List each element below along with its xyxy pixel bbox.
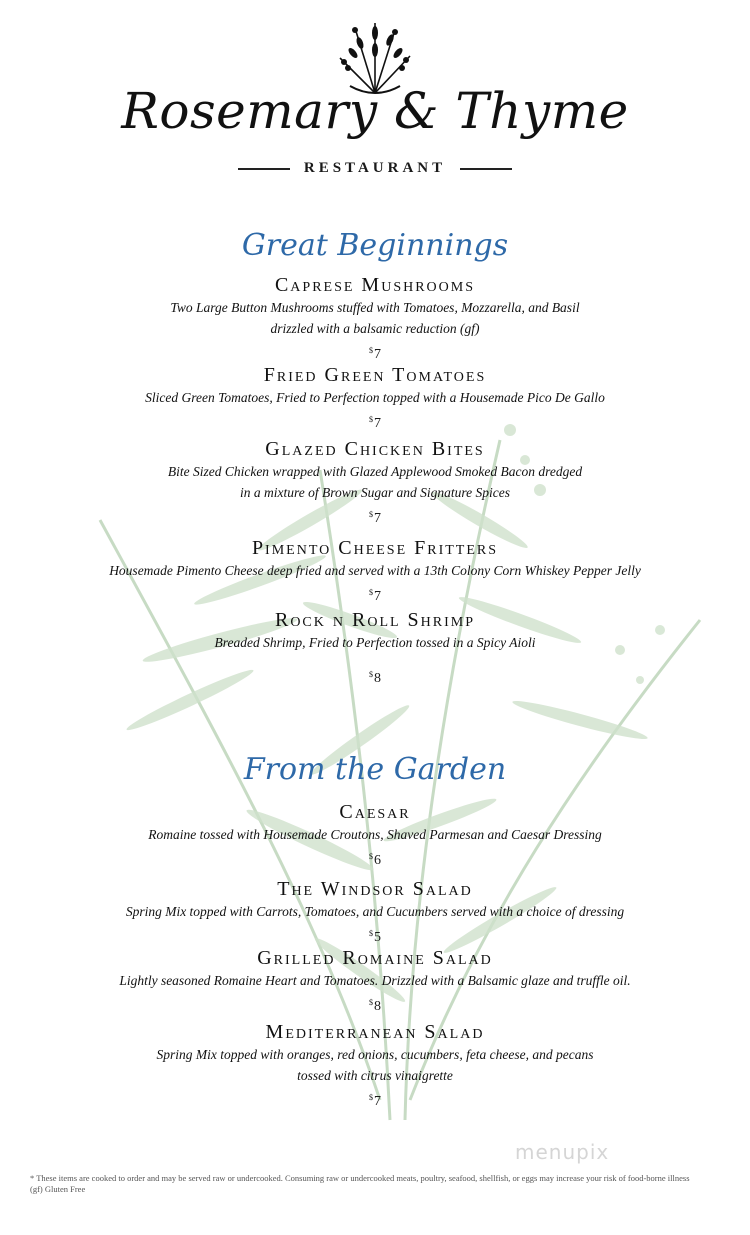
menupix-watermark: menupix xyxy=(515,1140,610,1164)
item-description: Spring Mix topped with Carrots, Tomatoes, and Cucumbers served with a choice of dressing xyxy=(125,904,625,919)
subtitle-row xyxy=(0,160,750,177)
menu-item xyxy=(30,363,720,434)
item-description: Spring Mix topped with oranges, red onions, cucumbers, feta cheese, and pecans xyxy=(156,1047,594,1062)
item-price: $7 xyxy=(369,346,381,362)
item-price: $7 xyxy=(369,415,381,431)
footnote-gluten-free: (gf) Gluten Free xyxy=(30,1184,86,1194)
menu-item xyxy=(30,1020,720,1112)
item-name: Glazed Chicken Bites xyxy=(265,438,485,460)
item-name: Fried Green Tomatoes xyxy=(263,364,487,386)
item-description: Housemade Pimento Cheese deep fried and served with a 13th Colony Corn Whiskey Pepper Jelly xyxy=(109,563,641,578)
item-name: The Windsor Salad xyxy=(277,878,473,900)
menu-item xyxy=(30,273,720,365)
menu-item xyxy=(30,877,720,948)
item-name: Pimento Cheese Fritters xyxy=(251,537,499,559)
item-name: Caesar xyxy=(339,801,411,823)
divider-right xyxy=(460,168,512,170)
menu-item xyxy=(30,608,720,689)
item-description: Sliced Green Tomatoes, Fried to Perfection topped with a Housemade Pico De Gallo xyxy=(145,390,605,405)
item-price: $8 xyxy=(369,670,381,686)
item-description: Romaine tossed with Housemade Croutons, Shaved Parmesan and Caesar Dressing xyxy=(148,827,602,842)
item-description: Lightly seasoned Romaine Heart and Tomatoes. Drizzled with a Balsamic glaze and truffle oil. xyxy=(119,973,631,988)
section-title-great-beginnings: Great Beginnings xyxy=(241,228,509,263)
menu-item xyxy=(30,437,720,529)
menu-item xyxy=(30,536,720,607)
restaurant-name: Rosemary & Thyme xyxy=(121,82,629,140)
restaurant-subtitle: RESTAURANT xyxy=(303,160,447,176)
item-price: $6 xyxy=(369,852,381,868)
item-description: Breaded Shrimp, Fried to Perfection tossed in a Spicy Aioli xyxy=(214,635,536,650)
item-description: Two Large Button Mushrooms stuffed with Tomatoes, Mozzarella, and Basil xyxy=(170,300,580,315)
item-description: drizzled with a balsamic reduction (gf) xyxy=(270,321,480,336)
menu-item xyxy=(30,800,720,871)
item-price: $7 xyxy=(369,1093,381,1109)
divider-left xyxy=(238,168,290,170)
item-name: Caprese Mushrooms xyxy=(274,274,476,296)
footnote-raw-warning: * These items are cooked to order and may be served raw or undercooked. Consuming raw or undercooked meats, poultry, seafood, shellfish, or eggs may increase your risk of food-borne illness xyxy=(30,1173,690,1183)
menu-item xyxy=(30,946,720,1017)
item-description: Bite Sized Chicken wrapped with Glazed Applewood Smoked Bacon dredged xyxy=(167,464,583,479)
item-description: in a mixture of Brown Sugar and Signature Spices xyxy=(240,485,510,500)
item-name: Rock n Roll Shrimp xyxy=(274,609,476,631)
item-price: $8 xyxy=(369,998,381,1014)
item-price: $5 xyxy=(369,929,381,945)
item-price: $7 xyxy=(369,588,381,604)
item-name: Grilled Romaine Salad xyxy=(257,947,493,969)
item-name: Mediterranean Salad xyxy=(265,1021,485,1043)
section-title-from-the-garden: From the Garden xyxy=(243,752,507,787)
item-price: $7 xyxy=(369,510,381,526)
item-description: tossed with citrus vinaigrette xyxy=(297,1068,453,1083)
footnote xyxy=(30,1173,720,1195)
